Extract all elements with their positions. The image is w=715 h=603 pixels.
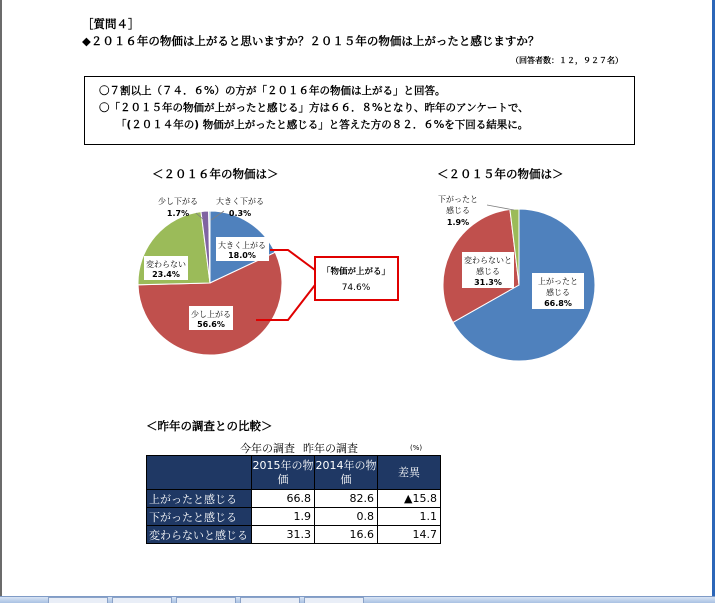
- table-row: [147, 526, 441, 544]
- pie2-label-down-value: 1.9%: [446, 218, 470, 227]
- pie1-label-large-down-value: 0.3%: [228, 209, 252, 218]
- leader-line: [487, 205, 514, 210]
- pie-2016-title: ＜２０１６年の物価は＞: [152, 167, 279, 181]
- pie2-label-unchanged-value: 31.3%: [474, 278, 502, 287]
- row-label: 変わらないと感じる: [147, 526, 252, 544]
- row-label: 上がったと感じる: [147, 490, 252, 508]
- pie1-label-small-down-name: 少し下がる: [158, 197, 198, 206]
- pie1-label-small-up: [189, 306, 233, 330]
- svg-text:感じる: 感じる: [546, 288, 570, 297]
- pie1-label-small-down-value: 1.7%: [166, 209, 190, 218]
- svg-text:下がったと: 下がったと: [438, 195, 478, 204]
- question-number: ［質問４］: [82, 17, 140, 31]
- table-cell: 16.6: [315, 526, 378, 544]
- callout-label: 「物価が上がる」: [321, 267, 391, 277]
- svg-text:上がったと: 上がったと: [538, 277, 578, 286]
- table-row: [147, 508, 441, 526]
- pie-2015-title: ＜２０１５年の物価は＞: [437, 167, 564, 181]
- respondent-count: （回答者数：１２，９２７名）: [511, 56, 623, 65]
- pie-2016: [138, 211, 282, 355]
- pie1-label-large-up-name: 大きく上がる: [218, 241, 266, 250]
- comparison-title: ＜昨年の調査との比較＞: [146, 419, 273, 433]
- col-header-diff: 差異: [378, 456, 441, 490]
- pie1-label-unchanged-name: 変わらない: [146, 260, 186, 269]
- table-cell: 14.7: [378, 526, 441, 544]
- table-cell: ▲15.8: [378, 490, 441, 508]
- table-corner: [147, 456, 252, 490]
- pie1-label-large-down-name: 大きく下がる: [216, 197, 264, 206]
- table-cell: 31.3: [252, 526, 315, 544]
- unit-label: (%): [410, 444, 423, 452]
- row-label: 下がったと感じる: [147, 508, 252, 526]
- pie2-label-up: [532, 273, 584, 309]
- pie1-label-large-up-value: 18.0%: [228, 251, 256, 260]
- table-cell: 66.8: [252, 490, 315, 508]
- summary-line-2: 〇「２０１５年の物価が上がったと感じる」方は６６．８%となり、昨年のアンケートで、: [99, 102, 529, 114]
- pie1-label-unchanged-value: 23.4%: [152, 270, 180, 279]
- svg-text:変わらないと: 変わらないと: [464, 256, 512, 265]
- col-header-2015: 2015年の物価: [252, 456, 315, 490]
- callout-box: [315, 257, 398, 300]
- pie1-label-large-up: [216, 237, 269, 261]
- pie2-label-down: [438, 195, 478, 227]
- pie1-label-small-up-name: 少し上がる: [191, 310, 231, 319]
- question-text: ◆２０１６年の物価は上がると思いますか？２０１５年の物価は上がったと感じますか？: [82, 34, 540, 48]
- svg-text:感じる: 感じる: [476, 267, 500, 276]
- comparison-table: [146, 455, 441, 544]
- pie2-label-unchanged: [462, 252, 514, 288]
- caption-last-year: 昨年の調査: [303, 442, 358, 455]
- table-row: [147, 490, 441, 508]
- table-header-row: [147, 456, 441, 490]
- table-cell: 82.6: [315, 490, 378, 508]
- caption-this-year: 今年の調査: [240, 442, 295, 455]
- callout-value: 74.6%: [341, 283, 371, 293]
- pie2-label-up-value: 66.8%: [544, 299, 572, 308]
- svg-text:感じる: 感じる: [446, 206, 470, 215]
- summary-line-3: 「(２０１４年の) 物価が上がったと感じる」と答えた方の８２．６%を下回る結果に。: [116, 119, 529, 131]
- table-cell: 1.9: [252, 508, 315, 526]
- col-header-2014: 2014年の物価: [315, 456, 378, 490]
- pie1-label-small-up-value: 56.6%: [197, 320, 225, 329]
- pie1-label-unchanged: [144, 256, 188, 280]
- table-cell: 1.1: [378, 508, 441, 526]
- table-cell: 0.8: [315, 508, 378, 526]
- summary-line-1: 〇７割以上（７４．６%）の方が「２０１６年の物価は上がる」と回答。: [99, 85, 446, 97]
